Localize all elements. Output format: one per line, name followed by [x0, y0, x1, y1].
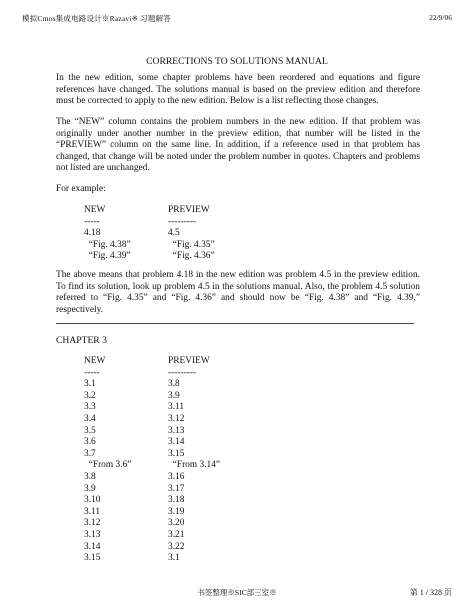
preview-cell: 3.20 [168, 518, 185, 529]
new-cell: NEW [84, 356, 106, 366]
document-title: CORRECTIONS TO SOLUTIONS MANUAL [146, 56, 328, 67]
preview-cell: “From 3.14” [168, 460, 221, 471]
footer-note: 书签整理※SIC部三室※ [197, 588, 277, 597]
new-cell: 4.18 [84, 228, 101, 239]
preview-cell: “Fig. 4.35” [168, 239, 215, 250]
preview-cell: 3.8 [168, 379, 180, 390]
header-date: 22/9/06 [429, 13, 452, 22]
intro-paragraph: In the new edition, some chapter problems have been reordered and equations and figure references have changed. The solutions manual is based on the preview edition and therefore must be corrected to apply to the new edition. Below is a list reflecting those changes. [56, 73, 420, 107]
preview-cell: 3.14 [168, 437, 185, 448]
preview-cell: 3.12 [168, 413, 185, 424]
preview-cell: PREVIEW [168, 205, 210, 215]
explanation-paragraph: The “NEW” column contains the problem numbers in the new edition. If that problem was originally under another number in the preview edition, that number will be listed in the “PREVIEW” column on the same line. In addition, if a reference used in that problem has changed, that change will be noted under the problem number in quotes. Chapters and problems not listed are unchanged. [56, 117, 420, 174]
preview-cell: --------- [168, 367, 197, 378]
new-cell: 3.2 [84, 390, 96, 401]
new-cell: “Fig. 4.39” [84, 251, 131, 262]
preview-cell: 3.21 [168, 529, 185, 540]
new-cell: 3.12 [84, 518, 101, 529]
preview-cell: 3.22 [168, 541, 185, 552]
section-divider [56, 323, 414, 324]
preview-cell: “Fig. 4.36” [168, 251, 215, 262]
new-cell: ----- [84, 367, 100, 378]
new-cell: 3.3 [84, 402, 96, 413]
page-number: 第 1 / 328 页 [409, 588, 452, 597]
preview-cell: 3.18 [168, 495, 185, 506]
new-cell: 3.4 [84, 413, 96, 424]
new-cell: 3.9 [84, 483, 96, 494]
new-cell: 3.6 [84, 437, 96, 448]
preview-cell: 3.11 [168, 402, 185, 413]
header-title: 模拟Cmos集成电路设计※Razavi※ 习题解答 [22, 14, 171, 23]
new-cell: 3.13 [84, 529, 101, 540]
new-cell: ----- [84, 216, 100, 227]
preview-cell: 3.1 [168, 553, 180, 564]
new-cell: 3.11 [84, 506, 101, 517]
preview-cell: 4.5 [168, 228, 180, 239]
new-cell: 3.8 [84, 471, 96, 482]
new-cell: 3.10 [84, 495, 101, 506]
new-cell: “From 3.6” [84, 460, 132, 471]
preview-cell: 3.17 [168, 483, 185, 494]
preview-cell: 3.13 [168, 425, 185, 436]
preview-cell: 3.15 [168, 448, 185, 459]
new-cell: 3.15 [84, 553, 101, 564]
preview-cell: 3.19 [168, 506, 185, 517]
new-cell: NEW [84, 205, 106, 215]
new-cell: “Fig. 4.38” [84, 239, 131, 250]
chapter-heading: CHAPTER 3 [56, 335, 107, 346]
example-explanation-paragraph: The above means that problem 4.18 in the new edition was problem 4.5 in the preview edition. To find its solution, look up problem 4.5 in the solutions manual. Also, the problem 4.5 solution referred to “Fig. 4.35” and “Fig. 4.36” and should now be “Fig. 4.38” and “Fig. 4.39,” respectively. [56, 270, 420, 315]
preview-cell: 3.9 [168, 390, 180, 401]
new-cell: 3.1 [84, 379, 96, 390]
preview-cell: 3.16 [168, 471, 185, 482]
example-label: For example: [56, 184, 106, 194]
new-cell: 3.5 [84, 425, 96, 436]
new-cell: 3.7 [84, 448, 96, 459]
preview-cell: --------- [168, 216, 197, 227]
preview-cell: PREVIEW [168, 356, 210, 366]
new-cell: 3.14 [84, 541, 101, 552]
